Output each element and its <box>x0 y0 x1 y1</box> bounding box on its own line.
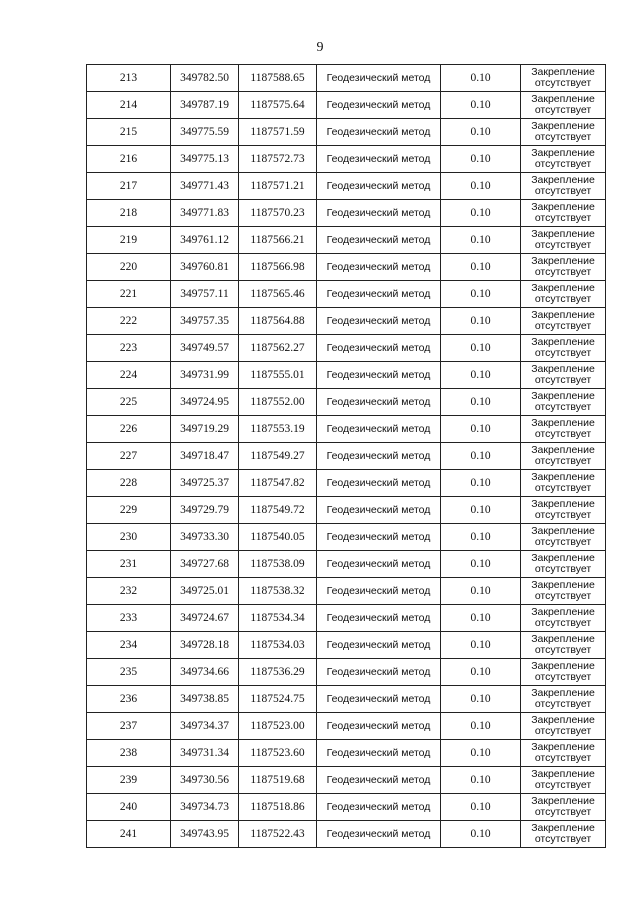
fixation-line-2: отсутствует <box>534 698 592 710</box>
table-row <box>87 173 606 200</box>
accuracy-cell: 0.10 <box>441 119 521 146</box>
point-number-cell: 213 <box>87 65 171 92</box>
y-coordinate-cell: 1187534.03 <box>239 632 317 659</box>
table-row <box>87 389 606 416</box>
fixation-line-1: Закрепление <box>531 714 595 726</box>
x-coordinate-cell: 349731.99 <box>171 362 239 389</box>
point-number-cell: 229 <box>87 497 171 524</box>
point-number-cell: 232 <box>87 578 171 605</box>
fixation-line-2: отсутствует <box>534 320 592 332</box>
method-cell: Геодезический метод <box>317 524 441 551</box>
table-row <box>87 578 606 605</box>
fixation-line-1: Закрепление <box>531 633 595 645</box>
fixation-line-1: Закрепление <box>531 363 595 375</box>
accuracy-cell: 0.10 <box>441 686 521 713</box>
fixation-cell <box>521 821 606 848</box>
table-row <box>87 767 606 794</box>
fixation-line-1: Закрепление <box>531 66 595 78</box>
accuracy-cell: 0.10 <box>441 659 521 686</box>
fixation-cell <box>521 362 606 389</box>
table-row <box>87 713 606 740</box>
fixation-line-2: отсутствует <box>534 617 592 629</box>
fixation-line-1: Закрепление <box>531 282 595 294</box>
fixation-line-1: Закрепление <box>531 795 595 807</box>
table-row <box>87 632 606 659</box>
accuracy-cell: 0.10 <box>441 443 521 470</box>
method-cell: Геодезический метод <box>317 767 441 794</box>
x-coordinate-cell: 349729.79 <box>171 497 239 524</box>
fixation-cell <box>521 470 606 497</box>
fixation-cell <box>521 659 606 686</box>
y-coordinate-cell: 1187570.23 <box>239 200 317 227</box>
fixation-cell <box>521 416 606 443</box>
point-number-cell: 223 <box>87 335 171 362</box>
y-coordinate-cell: 1187571.21 <box>239 173 317 200</box>
table-row <box>87 605 606 632</box>
fixation-line-1: Закрепление <box>531 336 595 348</box>
accuracy-cell: 0.10 <box>441 632 521 659</box>
fixation-line-2: отсутствует <box>534 563 592 575</box>
fixation-cell <box>521 713 606 740</box>
method-cell: Геодезический метод <box>317 119 441 146</box>
x-coordinate-cell: 349724.67 <box>171 605 239 632</box>
fixation-line-2: отсутствует <box>534 158 592 170</box>
fixation-cell <box>521 389 606 416</box>
y-coordinate-cell: 1187538.32 <box>239 578 317 605</box>
x-coordinate-cell: 349734.37 <box>171 713 239 740</box>
fixation-line-1: Закрепление <box>531 768 595 780</box>
fixation-line-1: Закрепление <box>531 687 595 699</box>
fixation-cell <box>521 551 606 578</box>
method-cell: Геодезический метод <box>317 686 441 713</box>
accuracy-cell: 0.10 <box>441 173 521 200</box>
fixation-cell <box>521 443 606 470</box>
fixation-cell <box>521 146 606 173</box>
fixation-cell <box>521 632 606 659</box>
fixation-cell <box>521 254 606 281</box>
fixation-line-2: отсутствует <box>534 752 592 764</box>
x-coordinate-cell: 349733.30 <box>171 524 239 551</box>
method-cell: Геодезический метод <box>317 254 441 281</box>
fixation-cell <box>521 173 606 200</box>
x-coordinate-cell: 349757.11 <box>171 281 239 308</box>
accuracy-cell: 0.10 <box>441 821 521 848</box>
table-row <box>87 92 606 119</box>
method-cell: Геодезический метод <box>317 308 441 335</box>
fixation-line-1: Закрепление <box>531 741 595 753</box>
accuracy-cell: 0.10 <box>441 767 521 794</box>
fixation-line-1: Закрепление <box>531 552 595 564</box>
y-coordinate-cell: 1187549.27 <box>239 443 317 470</box>
y-coordinate-cell: 1187588.65 <box>239 65 317 92</box>
table-row <box>87 254 606 281</box>
method-cell: Геодезический метод <box>317 389 441 416</box>
fixation-line-2: отсутствует <box>534 482 592 494</box>
method-cell: Геодезический метод <box>317 362 441 389</box>
point-number-cell: 220 <box>87 254 171 281</box>
x-coordinate-cell: 349727.68 <box>171 551 239 578</box>
fixation-line-2: отсутствует <box>534 428 592 440</box>
point-number-cell: 239 <box>87 767 171 794</box>
method-cell: Геодезический метод <box>317 416 441 443</box>
table-row <box>87 524 606 551</box>
fixation-cell <box>521 524 606 551</box>
accuracy-cell: 0.10 <box>441 281 521 308</box>
x-coordinate-cell: 349719.29 <box>171 416 239 443</box>
fixation-line-1: Закрепление <box>531 201 595 213</box>
accuracy-cell: 0.10 <box>441 605 521 632</box>
y-coordinate-cell: 1187555.01 <box>239 362 317 389</box>
table-row <box>87 443 606 470</box>
point-number-cell: 219 <box>87 227 171 254</box>
x-coordinate-cell: 349731.34 <box>171 740 239 767</box>
table-row <box>87 362 606 389</box>
fixation-cell <box>521 767 606 794</box>
x-coordinate-cell: 349775.13 <box>171 146 239 173</box>
y-coordinate-cell: 1187565.46 <box>239 281 317 308</box>
fixation-line-1: Закрепление <box>531 606 595 618</box>
accuracy-cell: 0.10 <box>441 362 521 389</box>
fixation-line-2: отсутствует <box>534 644 592 656</box>
y-coordinate-cell: 1187553.19 <box>239 416 317 443</box>
point-number-cell: 221 <box>87 281 171 308</box>
table-row <box>87 821 606 848</box>
method-cell: Геодезический метод <box>317 281 441 308</box>
fixation-cell <box>521 308 606 335</box>
table-row <box>87 335 606 362</box>
x-coordinate-cell: 349743.95 <box>171 821 239 848</box>
y-coordinate-cell: 1187540.05 <box>239 524 317 551</box>
y-coordinate-cell: 1187566.98 <box>239 254 317 281</box>
fixation-cell <box>521 740 606 767</box>
method-cell: Геодезический метод <box>317 794 441 821</box>
fixation-line-2: отсутствует <box>534 104 592 116</box>
method-cell: Геодезический метод <box>317 497 441 524</box>
fixation-line-2: отсутствует <box>534 590 592 602</box>
y-coordinate-cell: 1187549.72 <box>239 497 317 524</box>
method-cell: Геодезический метод <box>317 740 441 767</box>
accuracy-cell: 0.10 <box>441 92 521 119</box>
fixation-line-2: отсутствует <box>534 131 592 143</box>
fixation-line-2: отсутствует <box>534 833 592 845</box>
y-coordinate-cell: 1187538.09 <box>239 551 317 578</box>
table-row <box>87 227 606 254</box>
fixation-line-2: отсутствует <box>534 779 592 791</box>
method-cell: Геодезический метод <box>317 578 441 605</box>
method-cell: Геодезический метод <box>317 551 441 578</box>
point-number-cell: 225 <box>87 389 171 416</box>
page-number: 9 <box>316 40 324 55</box>
fixation-line-2: отсутствует <box>534 77 592 89</box>
x-coordinate-cell: 349725.01 <box>171 578 239 605</box>
accuracy-cell: 0.10 <box>441 335 521 362</box>
fixation-line-2: отсутствует <box>534 212 592 224</box>
fixation-line-1: Закрепление <box>531 93 595 105</box>
accuracy-cell: 0.10 <box>441 308 521 335</box>
fixation-cell <box>521 686 606 713</box>
x-coordinate-cell: 349734.73 <box>171 794 239 821</box>
point-number-cell: 214 <box>87 92 171 119</box>
x-coordinate-cell: 349760.81 <box>171 254 239 281</box>
accuracy-cell: 0.10 <box>441 227 521 254</box>
accuracy-cell: 0.10 <box>441 524 521 551</box>
fixation-line-2: отсутствует <box>534 455 592 467</box>
fixation-line-1: Закрепление <box>531 174 595 186</box>
x-coordinate-cell: 349724.95 <box>171 389 239 416</box>
fixation-line-1: Закрепление <box>531 147 595 159</box>
fixation-cell <box>521 794 606 821</box>
table-row <box>87 686 606 713</box>
accuracy-cell: 0.10 <box>441 470 521 497</box>
y-coordinate-cell: 1187523.60 <box>239 740 317 767</box>
fixation-cell <box>521 497 606 524</box>
method-cell: Геодезический метод <box>317 227 441 254</box>
accuracy-cell: 0.10 <box>441 416 521 443</box>
fixation-cell <box>521 605 606 632</box>
point-number-cell: 236 <box>87 686 171 713</box>
fixation-line-1: Закрепление <box>531 417 595 429</box>
fixation-line-1: Закрепление <box>531 228 595 240</box>
y-coordinate-cell: 1187575.64 <box>239 92 317 119</box>
accuracy-cell: 0.10 <box>441 713 521 740</box>
fixation-line-1: Закрепление <box>531 120 595 132</box>
point-number-cell: 226 <box>87 416 171 443</box>
x-coordinate-cell: 349761.12 <box>171 227 239 254</box>
point-number-cell: 217 <box>87 173 171 200</box>
y-coordinate-cell: 1187536.29 <box>239 659 317 686</box>
point-number-cell: 241 <box>87 821 171 848</box>
y-coordinate-cell: 1187524.75 <box>239 686 317 713</box>
x-coordinate-cell: 349782.50 <box>171 65 239 92</box>
accuracy-cell: 0.10 <box>441 497 521 524</box>
fixation-line-2: отсутствует <box>534 725 592 737</box>
method-cell: Геодезический метод <box>317 443 441 470</box>
y-coordinate-cell: 1187547.82 <box>239 470 317 497</box>
x-coordinate-cell: 349730.56 <box>171 767 239 794</box>
accuracy-cell: 0.10 <box>441 65 521 92</box>
point-number-cell: 237 <box>87 713 171 740</box>
table-row <box>87 281 606 308</box>
fixation-line-2: отсутствует <box>534 347 592 359</box>
fixation-line-2: отсутствует <box>534 509 592 521</box>
accuracy-cell: 0.10 <box>441 794 521 821</box>
x-coordinate-cell: 349728.18 <box>171 632 239 659</box>
x-coordinate-cell: 349749.57 <box>171 335 239 362</box>
fixation-line-2: отсутствует <box>534 185 592 197</box>
fixation-line-2: отсутствует <box>534 293 592 305</box>
x-coordinate-cell: 349718.47 <box>171 443 239 470</box>
table-row <box>87 416 606 443</box>
y-coordinate-cell: 1187562.27 <box>239 335 317 362</box>
y-coordinate-cell: 1187534.34 <box>239 605 317 632</box>
fixation-line-1: Закрепление <box>531 390 595 402</box>
fixation-line-1: Закрепление <box>531 309 595 321</box>
method-cell: Геодезический метод <box>317 470 441 497</box>
fixation-line-1: Закрепление <box>531 525 595 537</box>
x-coordinate-cell: 349725.37 <box>171 470 239 497</box>
table-row <box>87 497 606 524</box>
fixation-cell <box>521 578 606 605</box>
y-coordinate-cell: 1187552.00 <box>239 389 317 416</box>
method-cell: Геодезический метод <box>317 821 441 848</box>
fixation-cell <box>521 65 606 92</box>
table-row <box>87 200 606 227</box>
method-cell: Геодезический метод <box>317 173 441 200</box>
table-row <box>87 146 606 173</box>
fixation-line-1: Закрепление <box>531 498 595 510</box>
point-number-cell: 233 <box>87 605 171 632</box>
y-coordinate-cell: 1187572.73 <box>239 146 317 173</box>
x-coordinate-cell: 349771.83 <box>171 200 239 227</box>
fixation-line-2: отсутствует <box>534 401 592 413</box>
point-number-cell: 216 <box>87 146 171 173</box>
x-coordinate-cell: 349787.19 <box>171 92 239 119</box>
x-coordinate-cell: 349771.43 <box>171 173 239 200</box>
fixation-line-2: отсутствует <box>534 671 592 683</box>
x-coordinate-cell: 349734.66 <box>171 659 239 686</box>
method-cell: Геодезический метод <box>317 92 441 119</box>
accuracy-cell: 0.10 <box>441 740 521 767</box>
accuracy-cell: 0.10 <box>441 389 521 416</box>
method-cell: Геодезический метод <box>317 335 441 362</box>
fixation-line-1: Закрепление <box>531 471 595 483</box>
fixation-cell <box>521 281 606 308</box>
fixation-cell <box>521 200 606 227</box>
y-coordinate-cell: 1187518.86 <box>239 794 317 821</box>
point-number-cell: 222 <box>87 308 171 335</box>
y-coordinate-cell: 1187523.00 <box>239 713 317 740</box>
point-number-cell: 215 <box>87 119 171 146</box>
coordinates-table <box>86 64 606 848</box>
x-coordinate-cell: 349757.35 <box>171 308 239 335</box>
fixation-line-2: отсутствует <box>534 239 592 251</box>
point-number-cell: 240 <box>87 794 171 821</box>
method-cell: Геодезический метод <box>317 659 441 686</box>
fixation-line-1: Закрепление <box>531 660 595 672</box>
y-coordinate-cell: 1187566.21 <box>239 227 317 254</box>
fixation-line-2: отсутствует <box>534 536 592 548</box>
method-cell: Геодезический метод <box>317 713 441 740</box>
table-row <box>87 794 606 821</box>
fixation-cell <box>521 227 606 254</box>
table-row <box>87 740 606 767</box>
table-row <box>87 470 606 497</box>
point-number-cell: 234 <box>87 632 171 659</box>
point-number-cell: 218 <box>87 200 171 227</box>
fixation-line-1: Закрепление <box>531 255 595 267</box>
table-row <box>87 308 606 335</box>
point-number-cell: 238 <box>87 740 171 767</box>
y-coordinate-cell: 1187564.88 <box>239 308 317 335</box>
fixation-cell <box>521 335 606 362</box>
accuracy-cell: 0.10 <box>441 200 521 227</box>
point-number-cell: 224 <box>87 362 171 389</box>
accuracy-cell: 0.10 <box>441 146 521 173</box>
point-number-cell: 227 <box>87 443 171 470</box>
point-number-cell: 231 <box>87 551 171 578</box>
table-row <box>87 659 606 686</box>
fixation-line-1: Закрепление <box>531 579 595 591</box>
table-row <box>87 551 606 578</box>
accuracy-cell: 0.10 <box>441 578 521 605</box>
y-coordinate-cell: 1187522.43 <box>239 821 317 848</box>
point-number-cell: 230 <box>87 524 171 551</box>
fixation-cell <box>521 92 606 119</box>
fixation-cell <box>521 119 606 146</box>
method-cell: Геодезический метод <box>317 65 441 92</box>
fixation-line-2: отсутствует <box>534 374 592 386</box>
x-coordinate-cell: 349738.85 <box>171 686 239 713</box>
point-number-cell: 228 <box>87 470 171 497</box>
x-coordinate-cell: 349775.59 <box>171 119 239 146</box>
method-cell: Геодезический метод <box>317 146 441 173</box>
y-coordinate-cell: 1187519.68 <box>239 767 317 794</box>
method-cell: Геодезический метод <box>317 200 441 227</box>
fixation-line-1: Закрепление <box>531 822 595 834</box>
accuracy-cell: 0.10 <box>441 254 521 281</box>
table-row <box>87 119 606 146</box>
method-cell: Геодезический метод <box>317 605 441 632</box>
table-row <box>87 65 606 92</box>
fixation-line-1: Закрепление <box>531 444 595 456</box>
fixation-line-2: отсутствует <box>534 266 592 278</box>
method-cell: Геодезический метод <box>317 632 441 659</box>
table-body <box>87 65 606 848</box>
y-coordinate-cell: 1187571.59 <box>239 119 317 146</box>
accuracy-cell: 0.10 <box>441 551 521 578</box>
fixation-line-2: отсутствует <box>534 806 592 818</box>
point-number-cell: 235 <box>87 659 171 686</box>
